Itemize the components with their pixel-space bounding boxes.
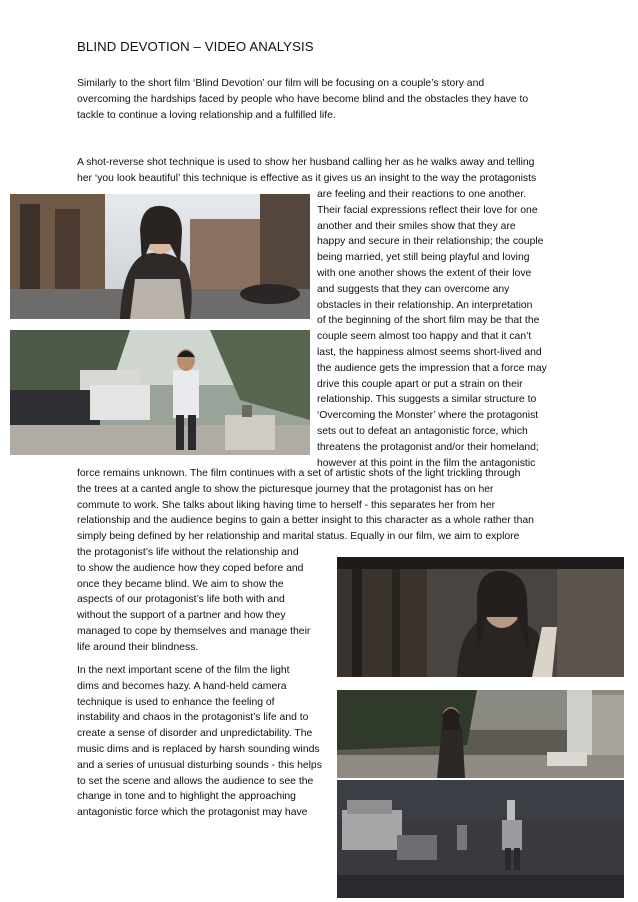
- text-line: commute to work. She talks about liking having time to herself - this separates her from her: [77, 499, 496, 511]
- shot-reverse-paragraph-left-column: [77, 545, 310, 656]
- text-line: music dims and is replaced by harsh sounding winds: [77, 743, 320, 755]
- text-line: and suggests that they can overcome any: [317, 283, 510, 295]
- document-title: BLIND DEVOTION – VIDEO ANALYSIS: [77, 39, 314, 54]
- text-line: the audience gets the impression that a force may: [317, 362, 547, 374]
- shot-reverse-paragraph-wide: [77, 466, 534, 545]
- text-line: to set the scene and allows the audience to see the: [77, 775, 314, 787]
- text-line: however at this point in the film the antagonistic: [317, 457, 536, 469]
- film-still-woman-smiling: [10, 194, 310, 319]
- text-line: technique is used to enhance the feeling of: [77, 696, 275, 708]
- text-line: obstacles in their relationship. An interpretation: [317, 299, 533, 311]
- text-line: once they became blind. We aim to show the: [77, 578, 284, 590]
- shot-reverse-paragraph-right-column: [317, 187, 547, 471]
- text-line: the trees at a canted angle to show the picturesque journey that the protagonist has on her: [77, 483, 494, 495]
- text-line: tackle to continue a loving relationship and a fulfilled life.: [77, 109, 336, 121]
- text-line: to show the audience how they coped before and: [77, 562, 304, 574]
- text-line: dims and becomes hazy. A hand-held camera: [77, 680, 287, 692]
- text-line: change in tone and to highlight the approaching: [77, 791, 296, 803]
- text-line: and a series of unusual disturbing sounds - this helps: [77, 759, 322, 771]
- text-line: relationship. This suggests a similar structure to: [317, 394, 537, 406]
- film-still-woman-street: [337, 690, 624, 778]
- text-line: threatens the protagonist and/or their homeland;: [317, 441, 539, 453]
- intro-paragraph: [77, 76, 528, 123]
- text-line: overcoming the hardships faced by people who have become blind and the obstacles they have to: [77, 93, 529, 105]
- text-line: of the beginning of the short film may be that the: [317, 315, 540, 327]
- text-line: the protagonist’s life without the relationship and: [77, 547, 299, 558]
- film-still-woman-closeup: [337, 557, 624, 677]
- text-line: with one another shows the extent of their love: [317, 267, 532, 279]
- shot-reverse-paragraph-top: [77, 155, 536, 187]
- text-line: without the support of a partner and how they: [77, 610, 286, 622]
- text-line: life around their blindness.: [77, 641, 199, 653]
- text-line: instability and chaos in the protagonist’s life and to: [77, 712, 309, 724]
- text-line: Similarly to the short film ‘Blind Devotion’ our film will be focusing on a couple’s story and: [77, 78, 485, 89]
- text-line: Their facial expressions reflect their love for one: [317, 204, 538, 216]
- text-line: being married, yet still being playful and loving: [317, 252, 530, 264]
- text-line: antagonistic force which the protagonist may have: [77, 807, 308, 819]
- film-still-dark-street: [337, 780, 624, 898]
- text-line: relationship and the audience begins to gain a better insight to this character as a whole rather than: [77, 515, 534, 527]
- next-scene-paragraph: [77, 663, 322, 821]
- text-line: last, the happiness almost seems short-lived and: [317, 346, 542, 358]
- text-line: couple seem almost too happy and that it can’t: [317, 331, 532, 343]
- text-line: aspects of our protagonist’s life both with and: [77, 594, 285, 606]
- text-line: simply being defined by her relationship and marital status. Equally in our film, we aim to explore: [77, 531, 520, 543]
- text-line: managed to cope by themselves and manage their: [77, 625, 311, 637]
- text-line: create a sense of disorder and unpredictability. The: [77, 728, 313, 740]
- film-still-man-walking: [10, 330, 310, 455]
- text-line: another and their smiles show that they are: [317, 220, 516, 232]
- text-line: ‘Overcoming the Monster’ where the protagonist: [317, 410, 539, 422]
- text-line: her ‘you look beautiful’ this technique is effective as it gives us an insight to the way the protagonists: [77, 172, 537, 184]
- text-line: happy and secure in their relationship; the couple: [317, 236, 544, 248]
- text-line: drive this couple apart or put a strain on their: [317, 378, 523, 390]
- text-line: A shot-reverse shot technique is used to show her husband calling her as he walks away and telling: [77, 157, 535, 168]
- text-line: In the next important scene of the film the light: [77, 665, 290, 676]
- text-line: sets out to defeat an antagonistic force, which: [317, 425, 528, 437]
- text-line: force remains unknown. The film continues with a set of artistic shots of the light trickling through: [77, 468, 521, 479]
- text-line: are feeling and their reactions to one another.: [317, 189, 527, 200]
